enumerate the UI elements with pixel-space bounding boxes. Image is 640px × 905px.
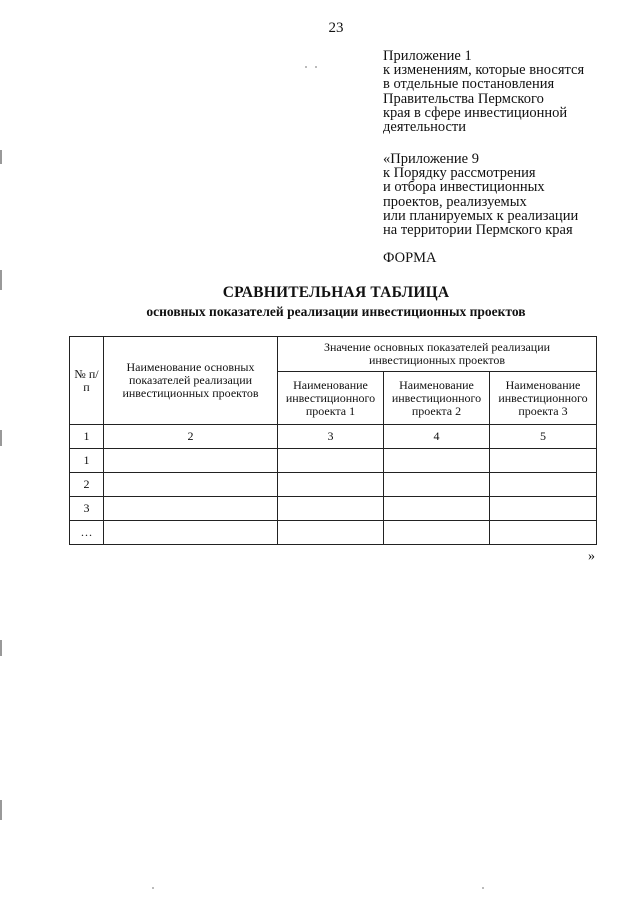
table-header-row xyxy=(70,337,597,372)
column-number-cell: 5 xyxy=(490,425,597,449)
page-number: 23 xyxy=(328,20,344,36)
scan-speck xyxy=(315,66,317,68)
empty-cell xyxy=(490,449,597,473)
empty-cell xyxy=(278,449,384,473)
scan-speck xyxy=(305,66,307,68)
column-number-cell: 3 xyxy=(278,425,384,449)
comparison-table xyxy=(69,336,597,545)
empty-cell xyxy=(490,521,597,545)
annex-9-line: или планируемых к реализации xyxy=(383,207,579,224)
empty-cell xyxy=(490,473,597,497)
column-number-cell: 2 xyxy=(104,425,278,449)
annex-9-line: и отбора инвестиционных xyxy=(383,179,545,196)
table-row xyxy=(70,449,597,473)
form-label: ФОРМА xyxy=(383,250,437,266)
annex-1-heading xyxy=(383,49,584,134)
empty-cell xyxy=(278,473,384,497)
column-number-cell: 1 xyxy=(70,425,104,449)
empty-cell xyxy=(278,521,384,545)
empty-cell xyxy=(104,473,278,497)
column-number-row xyxy=(70,425,597,449)
document-title: СРАВНИТЕЛЬНАЯ ТАБЛИЦА xyxy=(222,284,450,301)
empty-cell xyxy=(278,497,384,521)
header-values-group-cell: Значение основных показателей реализации инвестиционных проектов xyxy=(278,337,597,372)
scan-edge-mark xyxy=(0,430,2,446)
scan-edge-mark xyxy=(0,640,2,656)
row-number-cell: 1 xyxy=(70,449,104,473)
annex-1-line: Правительства Пермского xyxy=(383,90,544,107)
header-project-3-cell: Наименование инвестиционного проекта 3 xyxy=(490,372,597,425)
column-number-cell: 4 xyxy=(384,425,490,449)
document-subtitle: основных показателей реализации инвестиционных проектов xyxy=(146,304,526,319)
header-project-1-cell: Наименование инвестиционного проекта 1 xyxy=(278,372,384,425)
empty-cell xyxy=(104,497,278,521)
empty-cell xyxy=(104,449,278,473)
table-row xyxy=(70,473,597,497)
scan-edge-mark xyxy=(0,800,2,820)
empty-cell xyxy=(384,497,490,521)
empty-cell xyxy=(384,521,490,545)
annex-1-line: к изменениям, которые вносятся xyxy=(383,62,585,79)
scan-edge-mark xyxy=(0,150,2,164)
annex-9-line: на территории Пермского края xyxy=(383,222,573,239)
row-number-cell: 3 xyxy=(70,497,104,521)
annex-1-line: в отдельные постановления xyxy=(383,76,555,93)
empty-cell xyxy=(490,497,597,521)
annex-9-line: «Приложение 9 xyxy=(383,151,479,167)
scan-speck xyxy=(482,887,484,889)
annex-1-line: края в сфере инвестиционной xyxy=(383,104,568,121)
header-number-cell: № п/п xyxy=(70,337,104,425)
annex-1-line: Приложение 1 xyxy=(383,48,472,64)
empty-cell xyxy=(384,449,490,473)
annex-1-line: деятельности xyxy=(383,119,467,136)
scan-edge-mark xyxy=(0,270,2,290)
scan-speck xyxy=(152,887,154,889)
closing-quote: » xyxy=(588,549,595,564)
empty-cell xyxy=(384,473,490,497)
row-number-cell: … xyxy=(70,521,104,545)
header-project-2-cell: Наименование инвестиционного проекта 2 xyxy=(384,372,490,425)
table-row xyxy=(70,521,597,545)
table-row xyxy=(70,497,597,521)
empty-cell xyxy=(104,521,278,545)
header-indicator-name-cell: Наименование основных показателей реализации инвестиционных проектов xyxy=(104,337,278,425)
row-number-cell: 2 xyxy=(70,473,104,497)
annex-9-line: проектов, реализуемых xyxy=(383,193,527,210)
annex-9-heading xyxy=(383,152,578,237)
annex-9-line: к Порядку рассмотрения xyxy=(383,165,536,182)
